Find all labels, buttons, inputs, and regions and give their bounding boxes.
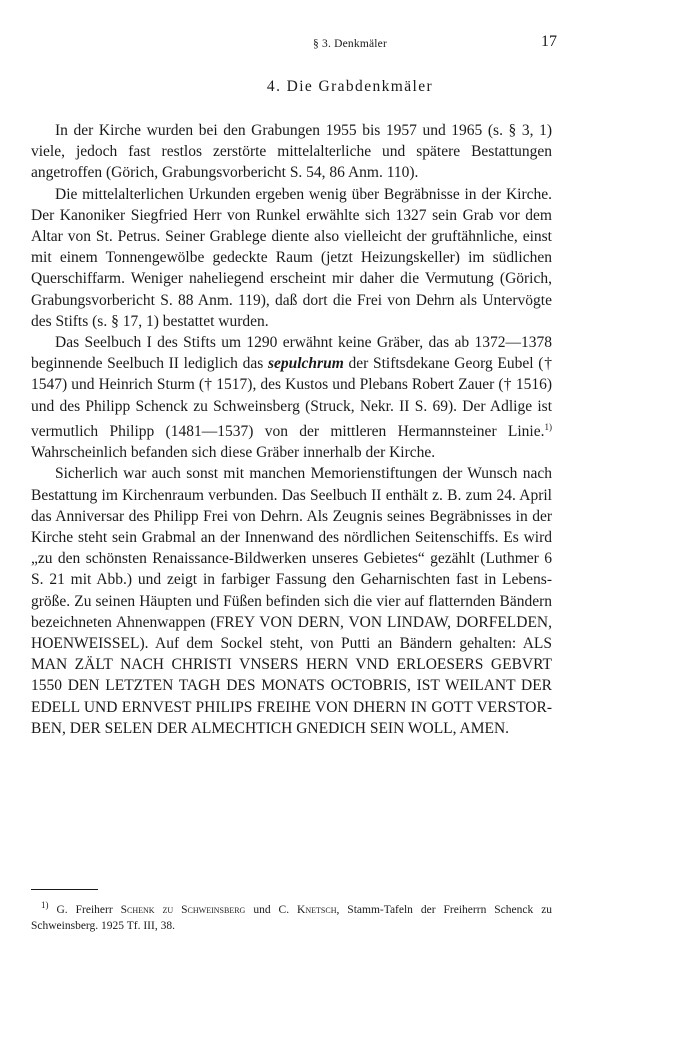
page-number: 17: [541, 33, 557, 50]
footnote-reference[interactable]: 1): [544, 421, 552, 432]
footnote-divider: [31, 889, 98, 890]
footnote-text-1: G. Freiherr: [56, 903, 113, 916]
body-text: [31, 120, 552, 739]
paragraph-4: Sicherlich war auch sonst mit manchen Memorienstiftungen der Wunsch nach Bestattung im Kirchenraum verbunden. Das Seelbuch II enthält z. B. zum 24. April das Anniversar des Philipp Frei von Dehrn. Als Zeugnis seines Begräbnisses in der Kirche steht sein Grabmal an der Innenwand des nördlichen Seitenschiffs. Es wird „zu den schönsten Renaissance-Bildwerken unseres Gebietes“ gezählt (Luthmer 6 S. 21 mit Abb.) und zeigt in farbiger Fassung den Geharnischten fast in Lebensgröße. Zu seinen Häupten und Füßen befinden sich die vier auf flatternden Bändern bezeichneten Ahnenwappen (FREY VON DERN, VON LINDAW, DORFELDEN, HOENWEISSEL). Auf dem Sockel steht, von Putti an Bändern gehalten: ALS MAN ZÄLT NACH CHRISTI VNSERS HERN VND ERLOESERS GEBVRT 1550 DEN LETZTEN TAGH DES MONATS OCTOBRIS, IST WEILANT DER EDELL UND ERNVEST PHILIPS FREIHE VON DHERN IN GOTT VERSTORBEN, DER SELEN DER ALMECHTICH GNEDICH SEIN WOLL, AMEN.: [31, 465, 552, 737]
paragraph-3-part-1: Das Seelbuch I des Stifts um 1290 erwähnt keine Gräber, das ab 1372—1378 beginnende Seelbuch II lediglich das: [31, 334, 552, 373]
paragraph-2: Die mittelalterlichen Urkunden ergeben wenig über Begräbnisse in der Kirche. Der Kanoniker Siegfried Herr von Runkel erwählte sich 1327 sein Grab vor dem Altar von St. Petrus. Seiner Grablege diente also vielleicht der gruftähnliche, einst mit einem Tonnengewölbe gedeckte Raum (jetzt Heizungskeller) im südlichen Querschiffarm. Weniger naheliegend erscheint mir daher die Vermutung (Görich, Grabungsvorbericht S. 88 Anm. 119), daß dort die Frei von Dehrn als Untervögte des Stifts (s. § 17, 1) bestattet wurden.: [31, 185, 552, 330]
footnote: [31, 897, 552, 934]
footnote-text-2: und C.: [253, 903, 290, 916]
footnote-author-2: Knetsch: [297, 903, 337, 916]
section-title: 4. Die Grabdenkmäler: [266, 78, 434, 95]
footnote-author-1: Schenk zu Schweinsberg: [120, 903, 246, 916]
paragraph-3-part-3: Wahrscheinlich befanden sich diese Gräber innerhalb der Kirche.: [31, 444, 436, 462]
footnote-marker: 1): [41, 900, 49, 910]
paragraph-3-part-2: der Stiftsdekane Georg Eubel († 1547) und Heinrich Sturm († 1517), des Kustos und Plebans Robert Zauer († 1516) und des Philipp Schenck zu Schweinsberg (Struck, Nekr. II S. 69). Der Adlige ist vermutlich Philipp (1481—1537) von der mittleren Hermannsteiner Linie.: [31, 355, 553, 440]
paragraph-3: [31, 332, 552, 463]
running-head: § 3. Denkmäler: [312, 38, 387, 50]
latin-term: sepulchrum: [267, 355, 344, 373]
paragraph-1: In der Kirche wurden bei den Grabungen 1955 bis 1957 und 1965 (s. § 3, 1) viele, jedoch fast restlos zerstörte mittelalterliche und spätere Bestattungen angetroffen (Görich, Grabungsvorbericht S. 54, 86 Anm. 110).: [31, 122, 552, 182]
footnote-text-3: , Stamm-Tafeln der Freiherrn Schenck zu Schweinsberg. 1925 Tf. III, 38.: [31, 903, 553, 932]
